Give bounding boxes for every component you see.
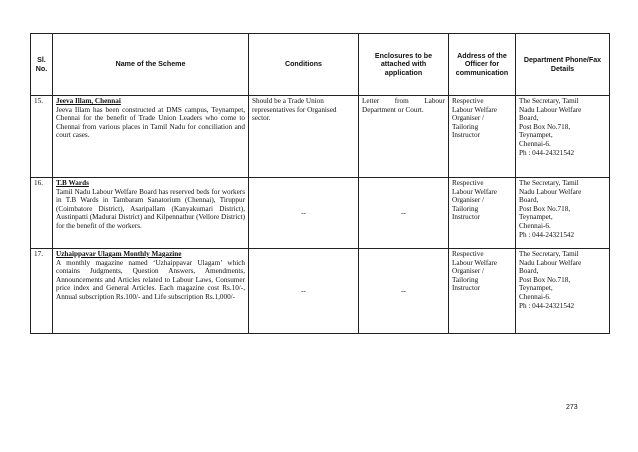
header-scheme-name: Name of the Scheme (53, 34, 249, 96)
scheme-description: Tamil Nadu Labour Welfare Board has reserved beds for workers in T.B Wards in Tambaram Sanatorium (Chennai), Tiruppur (Coimbatore District), Asaripallam (Kanyakumari District), Austinpatti (Madurai District) and Kilpennathur (Vellore District) for the benefit of the workers. (56, 187, 245, 230)
department-line: Teynampet, (519, 213, 553, 222)
department-line: Board, (519, 196, 539, 205)
address-line: Respective (452, 97, 484, 105)
department-line: Nadu Labour Welfare (519, 258, 582, 267)
address-line: Tailoring (452, 204, 479, 213)
conditions-cell: -- (249, 178, 359, 249)
department-line: Nadu Labour Welfare (519, 187, 582, 196)
department-line: Post Box No.718, (519, 122, 571, 131)
department-line: Post Box No.718, (519, 204, 571, 213)
conditions-cell: -- (249, 249, 359, 334)
address-line: Labour Welfare (452, 105, 497, 114)
address-cell (449, 96, 516, 178)
table-header-row (31, 34, 610, 96)
sl-number: 15. (31, 96, 53, 178)
department-line: The Secretary, Tamil (519, 179, 579, 187)
header-address: Address of the Officer for communication (449, 34, 516, 96)
scheme-title: Jeeva Illam, Chennai (56, 97, 121, 105)
sl-number: 16. (31, 178, 53, 249)
department-cell (516, 96, 610, 178)
address-line: Organiser / (452, 267, 485, 276)
department-cell (516, 178, 610, 249)
address-line: Labour Welfare (452, 258, 497, 267)
address-line: Organiser / (452, 196, 485, 205)
scheme-description: A monthly magazine named ‘Uzhaippavar Ulagam’ which contains Judgments, Question Answers, Amendments, Announcements and Articles related to Labour Laws, Consumer price index and General Articles. Each magazine cost Rs.10/-, Annual subscription Rs.100/- and Life subscription Rs.1,000/- (56, 258, 245, 301)
enclosures-cell: Letter from Labour Department or Court. (359, 96, 449, 178)
scheme-title: T.B Wards (56, 179, 89, 187)
address-line: Labour Welfare (452, 187, 497, 196)
address-line: Tailoring (452, 122, 479, 131)
page-number: 273 (566, 404, 578, 411)
enclosures-cell: -- (359, 249, 449, 334)
scheme-cell (53, 178, 249, 249)
department-line: Teynampet, (519, 131, 553, 140)
department-line: Ph : 044-24321542 (519, 301, 575, 310)
address-line: Tailoring (452, 275, 479, 284)
address-cell (449, 178, 516, 249)
department-line: Ph : 044-24321542 (519, 148, 575, 157)
department-line: Teynampet, (519, 284, 553, 293)
header-sl-no: Sl. No. (31, 34, 53, 96)
department-line: The Secretary, Tamil (519, 97, 579, 105)
table-row (31, 178, 610, 249)
table-row (31, 96, 610, 178)
department-line: Nadu Labour Welfare (519, 105, 582, 114)
table-row (31, 249, 610, 334)
address-line: Respective (452, 250, 484, 258)
department-line: Ph : 044-24321542 (519, 230, 575, 239)
conditions-cell: Should be a Trade Union representatives for Organised sector. (249, 96, 359, 178)
address-line: Respective (452, 179, 484, 187)
header-department: Department Phone/Fax Details (516, 34, 610, 96)
address-line: Instructor (452, 213, 480, 222)
department-line: Chennai-6. (519, 139, 551, 148)
address-line: Instructor (452, 284, 480, 293)
department-cell (516, 249, 610, 334)
scheme-cell (53, 96, 249, 178)
department-line: Board, (519, 114, 539, 123)
department-line: Chennai-6. (519, 221, 551, 230)
scheme-cell (53, 249, 249, 334)
enclosures-cell: -- (359, 178, 449, 249)
address-line: Instructor (452, 131, 480, 140)
department-line: The Secretary, Tamil (519, 250, 579, 258)
department-line: Post Box No.718, (519, 275, 571, 284)
department-line: Board, (519, 267, 539, 276)
schemes-table (30, 33, 610, 334)
sl-number: 17. (31, 249, 53, 334)
address-cell (449, 249, 516, 334)
scheme-description: Jeeva Illam has been constructed at DMS campus, Teynampet, Chennai for the benefit of Trade Union Leaders who come to Chennai from various places in Tamil Nadu for conciliation and court cases. (56, 105, 245, 140)
department-line: Chennai-6. (519, 292, 551, 301)
header-conditions: Conditions (249, 34, 359, 96)
header-enclosures: Enclosures to be attached with application (359, 34, 449, 96)
scheme-title: Uzhaippavar Ulagam Monthly Magazine (56, 250, 182, 258)
address-line: Organiser / (452, 114, 485, 123)
